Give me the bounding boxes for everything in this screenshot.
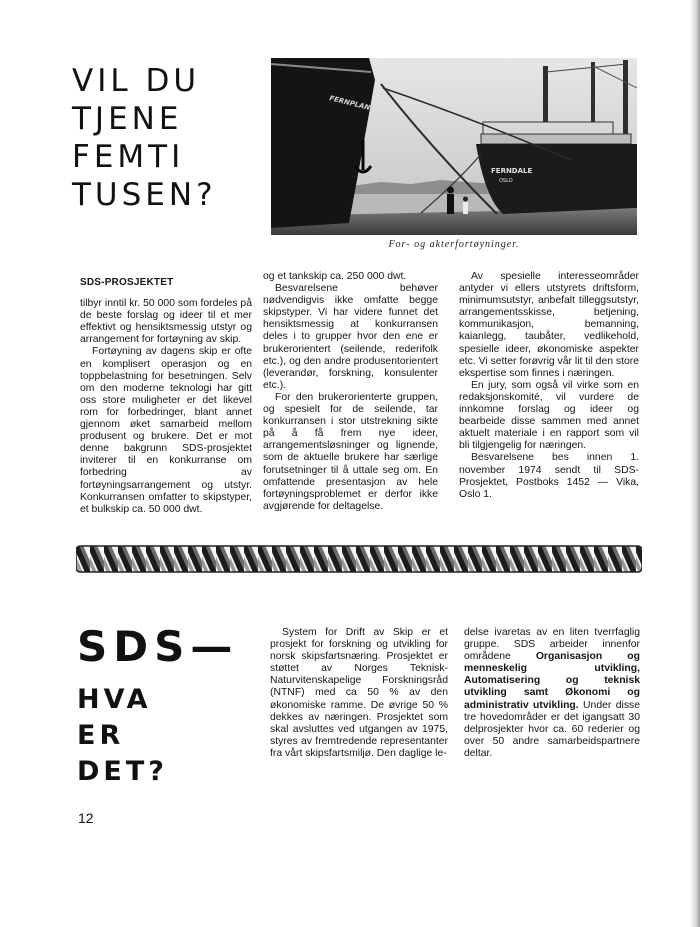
- sds-heading-line-4: DET?: [77, 756, 168, 787]
- article2-column-2: [270, 627, 448, 760]
- ships-moored-photo: [271, 58, 637, 235]
- article1-col3-para-2: En jury, som også vil virke som en redaksjonskomité, vil vurdere de innkomne forslag og ideer og bearbeide disse sammen med annet aktuelt materiale i en rapport som vil bli tilgjengelig for næringen.: [459, 379, 639, 452]
- article2-col2-para: System for Drift av Skip er et prosjekt for forskning og utvikling for norsk skipsfartsnæring. Prosjektet er støttet av Norges Teknisk-Naturvitenskapelige Forskningsråd (NTNF) med ca 50 % av den økonomiske ramme. De øvrige 50 % dekkes av næringen. Prosjektet som skal avsluttes ved utgangen av 1975, styres av fremtredende representanter fra vårt skipsfartsmiljø. Den daglige le-: [270, 627, 448, 759]
- rope-divider: [76, 543, 642, 575]
- ship-port-right: OSLO: [499, 178, 513, 184]
- article1-column-3: [459, 271, 639, 501]
- sds-heading-line-1: SDS—: [77, 622, 239, 671]
- article1-col3-para-1: Av spesielle interesseområder antyder vi ellers utstyrets driftsform, minimumsutstyr, anbefalt tilleggsutstyr, arrangementsskisse, betjening, kommunikasjon, bemanning, kaianlegg, taubåter, vedlikehold, spesielle ideer, økonomiske aspekter etc. Vi setter forøvrig vår lit til den store ekspertise som finnes i næringen.: [459, 271, 639, 379]
- article1-col2-para-3: For den brukerorienterte gruppen, og spesielt for de seilende, tar konkurransen i stor utstrekning sikte på å få frem nye ideer, arrangementsløsninger og lignende, som de aktuelle brukere har særlige forutsetninger til å uttale seg om. En omfattende presentasjon av hele fortøyningsproblemet er derfor ikke avgjørende for deltagelse.: [263, 391, 438, 512]
- sds-heading: [77, 622, 238, 790]
- article1-col2-para-1: og et tankskip ca. 250 000 dwt.: [263, 271, 407, 282]
- article1-column-2: [263, 271, 438, 513]
- photo-caption: For- og akterfortøyninger.: [388, 239, 520, 250]
- article1-heading: SDS-PROSJEKTET: [80, 277, 174, 288]
- headline-line-2: TJENE: [72, 101, 183, 137]
- article2-col3-text-end: Under disse tre hovedområder er det igangsatt 30 delprosjekter hvor ca. 60 rederier og over 50 andre samarbeidspartnere deltar.: [464, 699, 640, 759]
- article1-col2-para-2: Besvarelsene behøver nødvendigvis ikke omfatte begge skipstyper. Vi har videre funnet det hensiktsmessig at konkurransen deles i to grupper hvor den ene er brukerorientert (seilende, rederifolk etc.), og den andre produsentorientert (leverandør, forskning, konsulenter etc.).: [263, 283, 438, 391]
- harbor-photo: [271, 58, 637, 235]
- article1-column-1: [80, 277, 252, 516]
- article1-col1-para-2: Fortøyning av dagens skip er ofte en komplisert operasjon og en toppbelastning for besetningen. Selv om den moderne teknologi har gitt oss store muligheter er det likevel rom for forbedringer, blant annet gjennom øket samarbeid mellom produsent og brukere. Det er mot denne bakgrunn SDS-prosjektet inviterer til en konkurranse om forbedring av fortøyningsarrangement og utstyr. Konkurransen omfatter to skipstyper, et bulkskip ca. 50 000 dwt.: [80, 346, 252, 515]
- article2-col3-bold-areas: Organisasjon og menneskelig utvikling, Automatisering og teknisk utvikling samt Økonomi og administrativ utvikling.: [464, 651, 640, 711]
- article2-col3-para: [464, 627, 640, 760]
- ship-name-right: FERNDALE: [491, 167, 533, 175]
- headline-line-3: FEMTI: [72, 139, 185, 175]
- headline: [72, 62, 262, 214]
- page-edge-shadow: [690, 0, 700, 927]
- sds-heading-line-2: HVA: [77, 684, 152, 715]
- article1-col1-para-1: tilbyr inntil kr. 50 000 som fordeles på de beste forslag og ideer til et mer effektivt og hensiktsmessig utstyr og arrangement for fortøyning av skip.: [80, 298, 252, 346]
- page-number: 12: [78, 810, 94, 826]
- article1-col3-para-3: Besvarelsene bes innen 1. november 1974 sendt til SDS-Prosjektet, Postboks 1452 — Vika, Oslo 1.: [459, 452, 639, 500]
- article2-col3-text-start: delse ivaretas av en liten tverrfaglig gruppe. SDS arbeider innenfor områdene: [464, 627, 640, 663]
- sds-heading-line-3: ER: [77, 720, 125, 751]
- headline-line-4: TUSEN?: [72, 177, 217, 213]
- ship-name-left: FERNPLANT: [328, 94, 376, 114]
- article2-column-3: [464, 627, 640, 760]
- headline-line-1: VIL DU: [72, 63, 201, 99]
